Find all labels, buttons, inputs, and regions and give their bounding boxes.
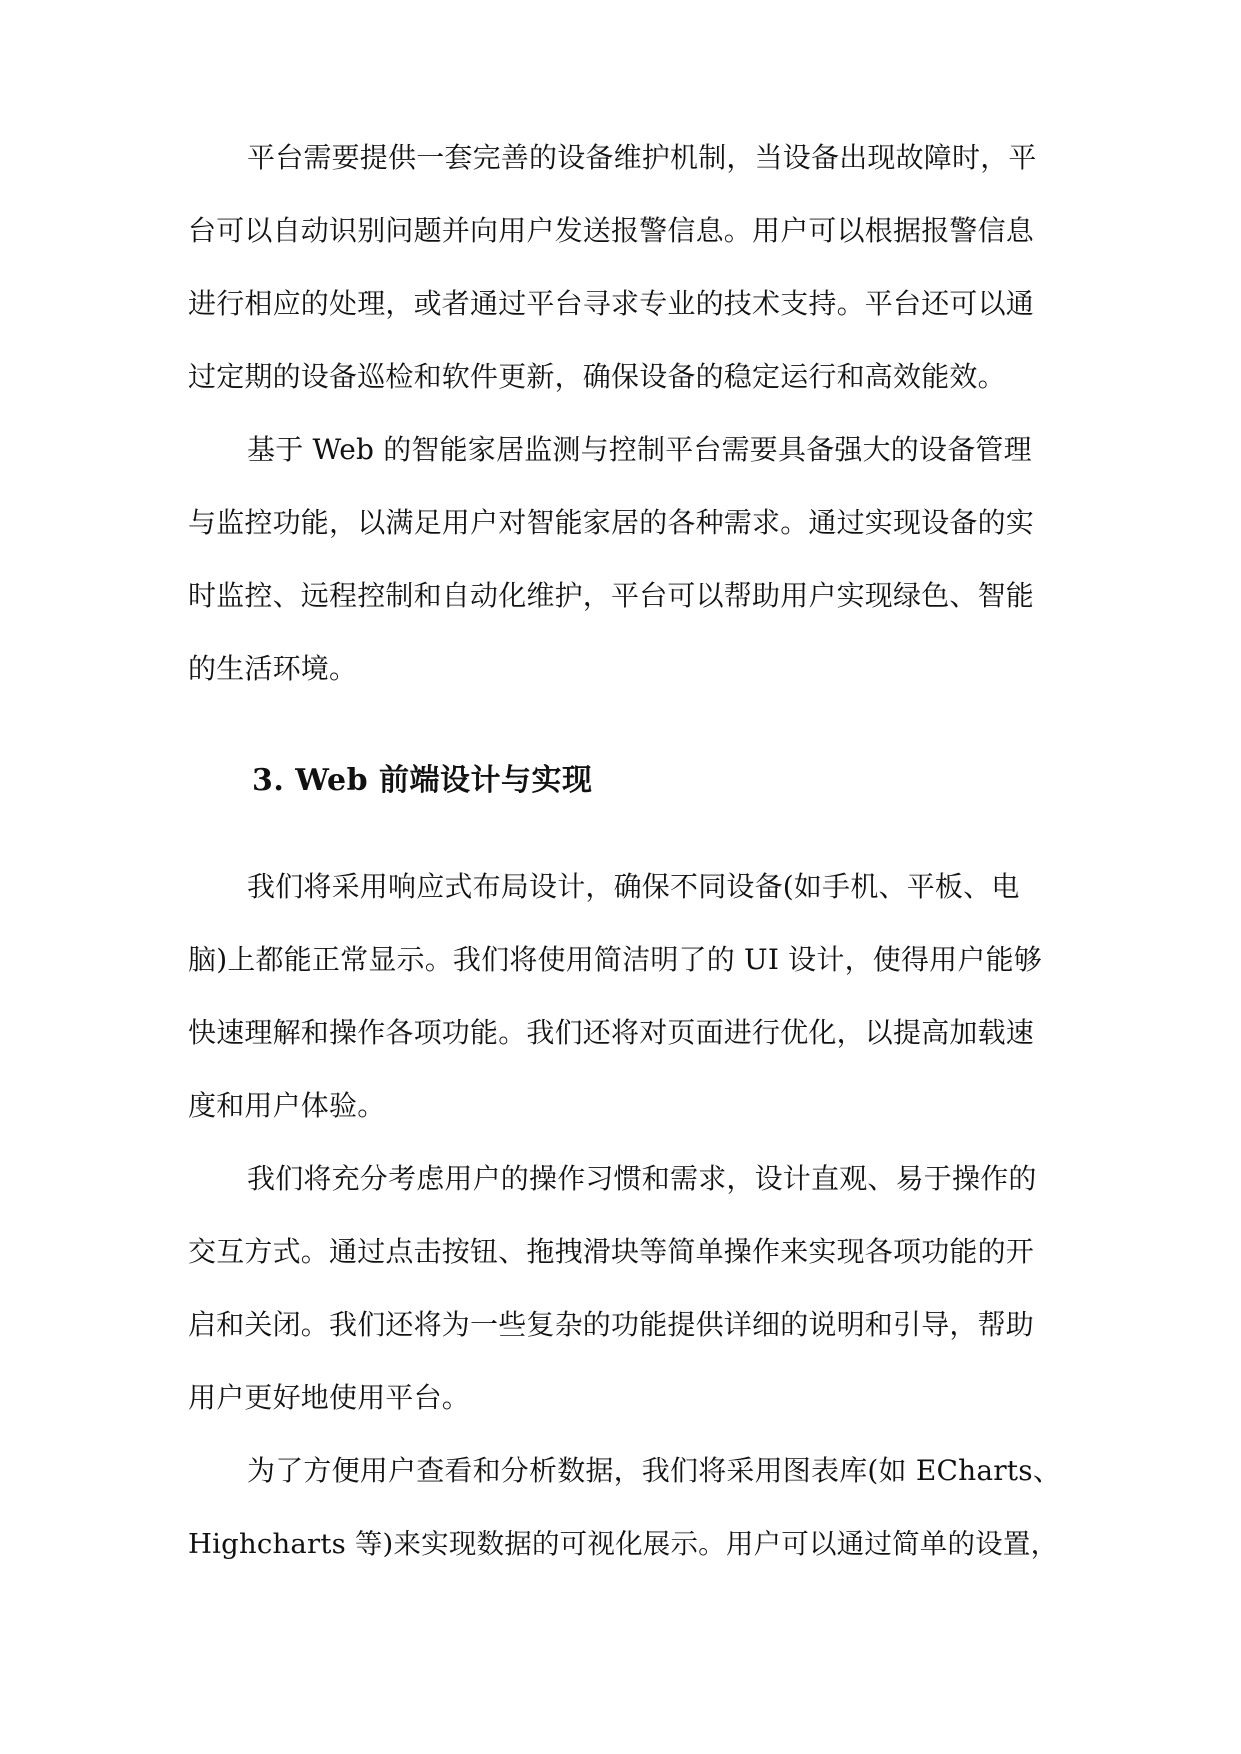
section-paragraph-3-line-2: Highcharts 等)来实现数据的可视化展示。用户可以通过简单的设置， (188, 1528, 1059, 1560)
section-paragraph-1-line-2: 脑)上都能正常显示。我们将使用简洁明了的 UI 设计，使得用户能够 (188, 943, 1042, 976)
section-heading: 3. Web 前端设计与实现 (252, 763, 593, 798)
paragraph-2-line-1: 基于 Web 的智能家居监测与控制平台需要具备强大的设备管理 (247, 433, 1032, 466)
paragraph-1-line-2: 台可以自动识别问题并向用户发送报警信息。用户可以根据报警信息 (188, 214, 1035, 247)
section-paragraph-1-line-1: 我们将采用响应式布局设计，确保不同设备(如手机、平板、电 (247, 870, 1020, 903)
section-paragraph-1-line-4: 度和用户体验。 (188, 1089, 386, 1122)
paragraph-2-line-2: 与监控功能，以满足用户对智能家居的各种需求。通过实现设备的实 (188, 506, 1035, 539)
section-paragraph-2-line-1: 我们将充分考虑用户的操作习惯和需求，设计直观、易于操作的 (247, 1162, 1037, 1195)
paragraph-2-line-3: 时监控、远程控制和自动化维护，平台可以帮助用户实现绿色、智能 (188, 579, 1035, 612)
section-paragraph-1-line-3: 快速理解和操作各项功能。我们还将对页面进行优化，以提高加载速 (188, 1016, 1035, 1049)
section-paragraph-3-line-1: 为了方便用户查看和分析数据，我们将采用图表库(如 ECharts、 (247, 1454, 1062, 1487)
paragraph-2-line-4: 的生活环境。 (188, 652, 358, 685)
section-paragraph-2-line-4: 用户更好地使用平台。 (188, 1381, 471, 1414)
section-paragraph-2-line-2: 交互方式。通过点击按钮、拖拽滑块等简单操作来实现各项功能的开 (188, 1235, 1035, 1268)
paragraph-1-line-4: 过定期的设备巡检和软件更新，确保设备的稳定运行和高效能效。 (188, 360, 1006, 393)
paragraph-1-line-3: 进行相应的处理，或者通过平台寻求专业的技术支持。平台还可以通 (188, 287, 1035, 320)
section-paragraph-2-line-3: 启和关闭。我们还将为一些复杂的功能提供详细的说明和引导，帮助 (188, 1308, 1035, 1341)
paragraph-1-line-1: 平台需要提供一套完善的设备维护机制，当设备出现故障时，平 (247, 141, 1037, 174)
